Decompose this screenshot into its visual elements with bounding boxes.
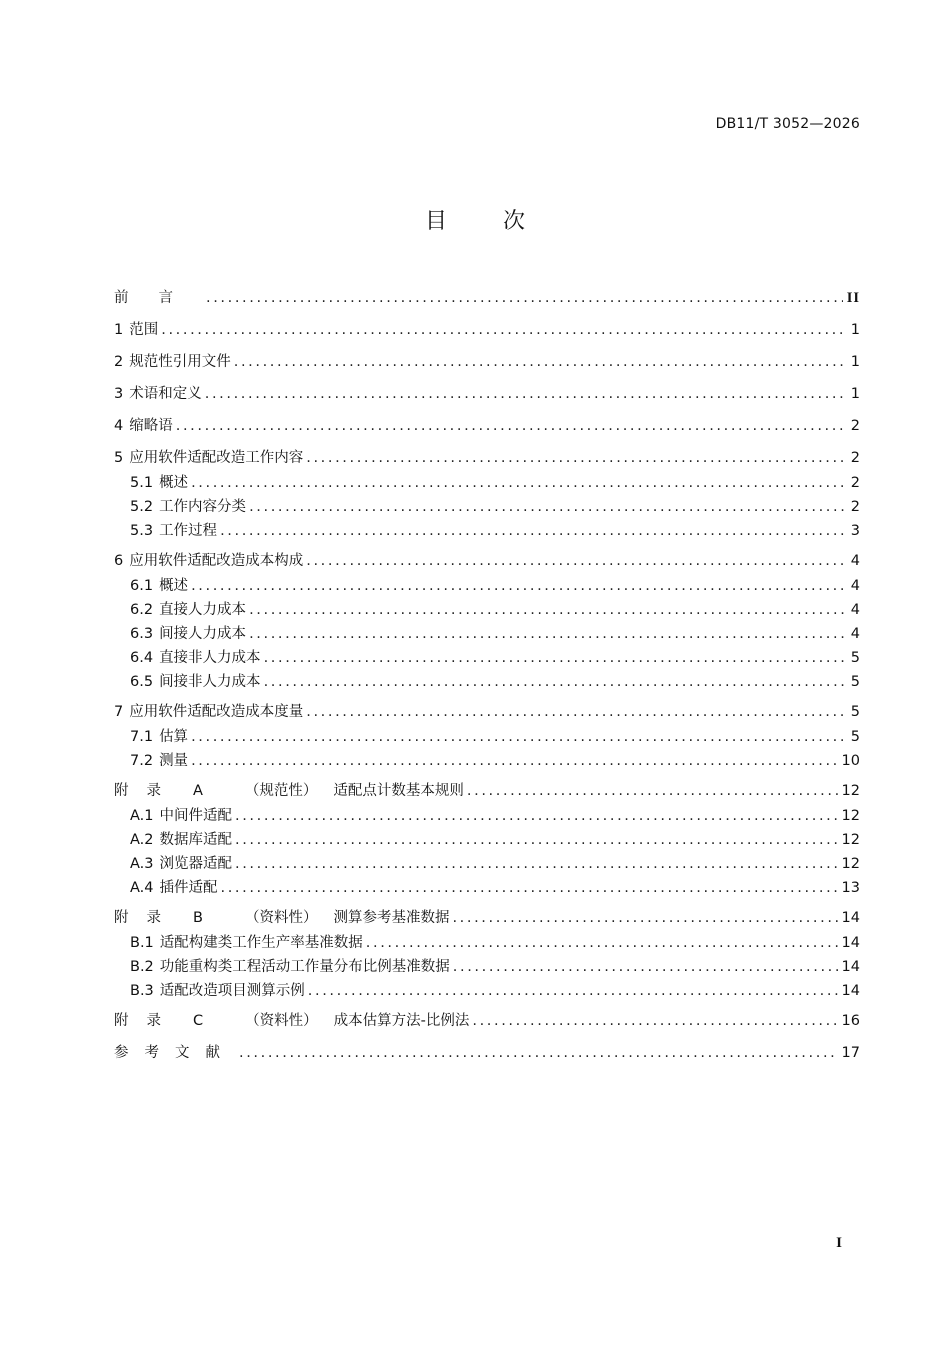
dot-leader	[239, 1042, 838, 1064]
section-number: 5.1	[130, 475, 154, 491]
section-number: 5.3	[130, 523, 154, 539]
section-title: 中间件适配	[159, 808, 232, 824]
toc-entry-references[interactable]	[114, 1042, 860, 1064]
section-title: 术语和定义	[129, 386, 202, 402]
toc-subentry[interactable]	[114, 829, 860, 851]
section-title: 间接非人力成本	[159, 674, 261, 690]
toc-page-number: 2	[850, 450, 860, 466]
toc-label	[130, 750, 188, 772]
toc-page-number: 5	[850, 650, 860, 666]
toc-subentry[interactable]	[114, 647, 860, 669]
section-number: B.1	[130, 935, 154, 951]
toc-subentry[interactable]	[114, 671, 860, 693]
section-title: 浏览器适配	[159, 856, 232, 872]
appendix-prefix: 附录	[114, 1013, 179, 1029]
page-number: I	[836, 1235, 842, 1251]
section-title: 间接人力成本	[159, 626, 247, 642]
toc-label	[130, 623, 246, 645]
dot-leader	[249, 599, 847, 621]
toc-label	[114, 383, 202, 405]
toc-subentry[interactable]	[114, 623, 860, 645]
toc-label	[130, 829, 232, 851]
section-number: 6	[114, 553, 124, 569]
dot-leader	[161, 319, 847, 341]
section-number: B.3	[130, 983, 154, 999]
dot-leader	[205, 383, 847, 405]
dot-leader	[220, 520, 847, 542]
toc-entry[interactable]	[114, 319, 860, 341]
section-title: 直接非人力成本	[159, 650, 261, 666]
toc-page-number: 10	[841, 753, 860, 769]
section-title: 应用软件适配改造成本度量	[129, 704, 304, 720]
dot-leader	[306, 701, 847, 723]
toc-page-number: 13	[841, 880, 860, 896]
section-title: 适配构建类工作生产率基准数据	[159, 935, 363, 951]
toc-page-number: 4	[850, 626, 860, 642]
dot-leader	[191, 726, 847, 748]
dot-leader	[452, 907, 837, 929]
toc-label	[130, 956, 450, 978]
dot-leader	[453, 956, 838, 978]
toc-label: 前言	[114, 290, 203, 306]
appendix-title: 测算参考基准数据	[333, 910, 450, 926]
toc-page-number: 1	[850, 354, 860, 370]
dot-leader	[306, 447, 847, 469]
section-title: 功能重构类工程活动工作量分布比例基准数据	[159, 959, 450, 975]
dot-leader	[249, 496, 847, 518]
toc-subentry[interactable]	[114, 805, 860, 827]
section-title: 数据库适配	[159, 832, 232, 848]
toc-entry[interactable]	[114, 383, 860, 405]
appendix-letter: C	[193, 1013, 204, 1029]
toc-subentry[interactable]	[114, 599, 860, 621]
dot-leader	[467, 780, 838, 802]
section-number: B.2	[130, 959, 154, 975]
toc-page-number: 17	[841, 1045, 860, 1061]
table-of-contents	[114, 287, 860, 1064]
toc-label	[114, 351, 231, 373]
section-number: 3	[114, 386, 124, 402]
toc-label	[130, 496, 246, 518]
toc-label	[130, 520, 217, 542]
toc-subentry[interactable]	[114, 877, 860, 899]
appendix-title: 适配点计数基本规则	[333, 783, 464, 799]
dot-leader	[472, 1010, 837, 1032]
section-title: 直接人力成本	[159, 602, 247, 618]
appendix-type: （资料性）	[244, 910, 318, 926]
toc-page-number: 5	[850, 674, 860, 690]
toc-page-number: 14	[841, 910, 860, 926]
toc-entry[interactable]	[114, 415, 860, 437]
dot-leader	[235, 853, 838, 875]
section-title: 应用软件适配改造成本构成	[129, 553, 304, 569]
section-number: 1	[114, 322, 124, 338]
toc-entry-foreword[interactable]	[114, 287, 860, 309]
dot-leader	[191, 575, 847, 597]
toc-entry[interactable]	[114, 351, 860, 373]
toc-page-number: 12	[841, 832, 860, 848]
dot-leader	[306, 550, 847, 572]
dot-leader	[221, 877, 838, 899]
document-code: DB11/T 3052—2026	[715, 116, 860, 132]
appendix-letter: B	[193, 910, 203, 926]
toc-page-number: 2	[850, 499, 860, 515]
toc-label	[130, 671, 261, 693]
section-title: 范围	[129, 322, 159, 338]
toc-subentry[interactable]	[114, 932, 860, 954]
toc-page-number: 4	[850, 578, 860, 594]
toc-subentry[interactable]	[114, 472, 860, 494]
toc-page-number: 2	[850, 475, 860, 491]
toc-subentry[interactable]	[114, 496, 860, 518]
dot-leader	[264, 647, 847, 669]
toc-entry-appendix-a[interactable]	[114, 780, 860, 802]
section-title: 概述	[159, 475, 189, 491]
toc-entry-appendix-c[interactable]	[114, 1010, 860, 1032]
toc-entry[interactable]	[114, 550, 860, 572]
toc-label	[130, 647, 261, 669]
toc-page-number: 4	[850, 553, 860, 569]
toc-label	[130, 805, 232, 827]
toc-label	[130, 726, 188, 748]
dot-leader	[235, 805, 838, 827]
toc-label	[130, 599, 246, 621]
toc-page-number: 1	[850, 386, 860, 402]
toc-subentry[interactable]	[114, 956, 860, 978]
toc-entry[interactable]	[114, 447, 860, 469]
toc-page-number: 14	[841, 935, 860, 951]
section-number: 7.1	[130, 729, 154, 745]
toc-page-number: 2	[850, 418, 860, 434]
toc-subentry[interactable]	[114, 853, 860, 875]
appendix-type: （资料性）	[245, 1013, 318, 1029]
dot-leader	[264, 671, 847, 693]
section-title: 应用软件适配改造工作内容	[129, 450, 304, 466]
dot-leader	[176, 415, 847, 437]
toc-label	[114, 550, 303, 572]
dot-leader	[249, 623, 847, 645]
toc-entry-appendix-b[interactable]	[114, 907, 860, 929]
toc-label	[130, 980, 305, 1002]
section-number: 6.1	[130, 578, 154, 594]
section-number: A.1	[130, 808, 154, 824]
toc-label	[130, 853, 232, 875]
section-title: 估算	[159, 729, 189, 745]
toc-page-number: 3	[850, 523, 860, 539]
section-number: 5.2	[130, 499, 154, 515]
toc-page-number: 14	[841, 959, 860, 975]
toc-page-number: 5	[850, 704, 860, 720]
section-title: 适配改造项目测算示例	[159, 983, 305, 999]
section-title: 缩略语	[129, 418, 173, 434]
dot-leader	[235, 829, 838, 851]
toc-label	[114, 1010, 469, 1032]
section-number: 2	[114, 354, 124, 370]
section-title: 工作内容分类	[159, 499, 247, 515]
appendix-letter: A	[193, 783, 203, 799]
dot-leader	[366, 932, 838, 954]
appendix-type: （规范性）	[244, 783, 318, 799]
section-number: A.4	[130, 880, 154, 896]
toc-label	[130, 877, 218, 899]
toc-label	[130, 932, 363, 954]
section-number: 6.5	[130, 674, 154, 690]
toc-page-number: 12	[841, 808, 860, 824]
toc-page-number: 16	[841, 1013, 860, 1029]
toc-label	[114, 780, 464, 802]
section-number: A.3	[130, 856, 154, 872]
dot-leader	[234, 351, 847, 373]
toc-subentry[interactable]	[114, 750, 860, 772]
toc-label	[114, 319, 158, 341]
toc-label: 参考文献	[114, 1045, 236, 1061]
page-title: 目次	[424, 209, 581, 234]
appendix-prefix: 附录	[114, 783, 179, 799]
appendix-title: 成本估算方法-比例法	[333, 1013, 470, 1029]
toc-label	[114, 907, 449, 929]
section-title: 概述	[159, 578, 189, 594]
dot-leader	[191, 472, 847, 494]
section-title: 工作过程	[159, 523, 218, 539]
section-title: 规范性引用文件	[129, 354, 231, 370]
section-number: 4	[114, 418, 124, 434]
toc-page-number: 14	[841, 983, 860, 999]
section-title: 测量	[159, 753, 189, 769]
toc-subentry[interactable]	[114, 726, 860, 748]
section-number: 7.2	[130, 753, 154, 769]
toc-subentry[interactable]	[114, 980, 860, 1002]
toc-page-number: 1	[850, 322, 860, 338]
section-number: 7	[114, 704, 124, 720]
section-number: 5	[114, 450, 124, 466]
section-number: 6.4	[130, 650, 154, 666]
dot-leader	[308, 980, 838, 1002]
dot-leader	[191, 750, 837, 772]
toc-page-number: 12	[841, 783, 860, 799]
appendix-prefix: 附录	[114, 910, 179, 926]
toc-label	[114, 415, 173, 437]
toc-page-number: 5	[850, 729, 860, 745]
toc-page-number: 4	[850, 602, 860, 618]
toc-subentry[interactable]	[114, 575, 860, 597]
toc-subentry[interactable]	[114, 520, 860, 542]
section-title: 插件适配	[159, 880, 218, 896]
toc-label	[130, 575, 188, 597]
toc-label	[114, 447, 303, 469]
toc-entry[interactable]	[114, 701, 860, 723]
toc-label	[130, 472, 188, 494]
section-number: 6.2	[130, 602, 154, 618]
toc-label	[114, 701, 303, 723]
section-number: 6.3	[130, 626, 154, 642]
section-number: A.2	[130, 832, 154, 848]
toc-page-number: 12	[841, 856, 860, 872]
toc-page-number: II	[846, 290, 860, 306]
dot-leader	[206, 287, 843, 309]
